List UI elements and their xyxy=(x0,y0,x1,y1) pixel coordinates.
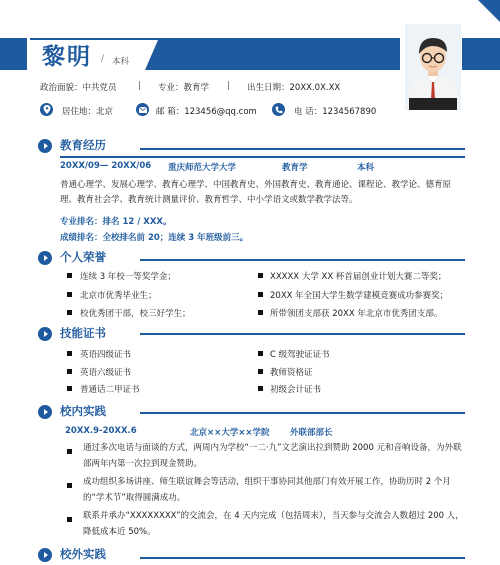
section-line xyxy=(140,148,465,150)
bullet xyxy=(67,369,72,374)
honor-item: 连续 3 年校一等奖学金； xyxy=(80,272,176,282)
bullet xyxy=(67,386,72,391)
avatar-illustration xyxy=(405,24,461,110)
education-period: 20XX/09— 20XX/06 xyxy=(60,161,152,171)
corner-triangle xyxy=(478,0,500,22)
bullet xyxy=(67,292,72,297)
bullet xyxy=(67,310,72,315)
section-arrow-icon xyxy=(38,139,52,153)
grade-rank: 成绩排名：全校排名前 20；连续 3 年班级前三。 xyxy=(60,233,249,243)
header-bar-left xyxy=(0,38,27,70)
location-icon xyxy=(40,103,53,116)
section-arrow-icon xyxy=(38,251,52,265)
phone-text[interactable]: 电 话：1234567890 xyxy=(294,107,377,117)
bullet xyxy=(258,292,263,297)
courses-line: 普通心理学、发展心理学、教育心理学、中国教育史、外国教育史、教育通论、课程论、教学论、德育原 xyxy=(60,180,452,190)
candidate-name: 黎明 xyxy=(42,43,92,70)
honor-item: 20XX 年全国大学生数学建模竞赛成功参赛奖； xyxy=(270,291,449,301)
section-divider xyxy=(60,156,465,158)
skill-item: 普通话二甲证书 xyxy=(80,385,140,395)
bullet xyxy=(258,310,263,315)
info-separator: | xyxy=(227,81,230,91)
skill-item: 初级会计证书 xyxy=(270,385,322,395)
section-arrow-icon xyxy=(38,405,52,419)
campus-detail-line: 联系并承办“XXXXXXXX”的交流会，在 4 天内完成（包括周末），当天参与交流会人数超过 200 人， xyxy=(83,511,464,521)
skills-title: 技能证书 xyxy=(60,326,106,340)
campus-position: 外联部部长 xyxy=(290,428,333,438)
major-info: 专业：教育学 xyxy=(158,83,210,93)
education-school: 重庆师范大学大学 xyxy=(168,163,237,173)
campus-detail-line: 部两年内第一次拉到现金赞助。 xyxy=(83,459,203,469)
skill-item: 教师资格证 xyxy=(270,368,313,378)
birth-date: 出生日期：20XX.0X.XX xyxy=(247,83,341,93)
honor-item: 北京市优秀毕业生； xyxy=(80,291,157,301)
section-line xyxy=(140,333,465,335)
skill-item: 英语六级证书 xyxy=(80,368,132,378)
bullet xyxy=(258,386,263,391)
info-separator: | xyxy=(138,81,141,91)
honor-item: 所带领团支部获 20XX 年北京市优秀团支部。 xyxy=(270,309,443,319)
section-line xyxy=(140,412,465,414)
campus-detail-line: 的“学术节”取得圆满成功。 xyxy=(83,493,186,503)
bullet xyxy=(67,517,72,522)
campus-detail-line: 降低成本近 50%。 xyxy=(83,527,156,537)
phone-icon xyxy=(272,103,285,116)
political-status: 政治面貌：中共党员 xyxy=(40,83,117,93)
honor-item: 校优秀团干部，校三好学生； xyxy=(80,309,191,319)
skill-item: C 级驾驶证证书 xyxy=(270,350,330,360)
section-arrow-icon xyxy=(38,548,52,562)
outside-title: 校外实践 xyxy=(60,547,106,561)
section-arrow-icon xyxy=(38,327,52,341)
education-title: 教育经历 xyxy=(60,138,106,152)
campus-org: 北京××大学××学院 xyxy=(190,428,270,438)
bullet xyxy=(67,449,72,454)
bullet xyxy=(258,273,263,278)
campus-period: 20XX.9-20XX.6 xyxy=(65,426,137,436)
bullet xyxy=(67,483,72,488)
header-bar-right xyxy=(462,38,500,70)
education-major: 教育学 xyxy=(282,163,308,173)
email-icon xyxy=(136,103,149,116)
major-rank: 专业排名：排名 12 / XXX。 xyxy=(60,217,172,227)
honor-item: XXXXX 大学 XX 杯首届创业计划大赛二等奖； xyxy=(270,272,447,282)
name-separator: / xyxy=(101,54,105,64)
skill-item: 英语四级证书 xyxy=(80,350,132,360)
bullet xyxy=(67,351,72,356)
courses-line: 理、教育社会学、教育统计测量评价、教育哲学、中小学语文或数学教学法等。 xyxy=(60,195,358,205)
bullet xyxy=(258,351,263,356)
education-degree: 本科 xyxy=(357,163,375,173)
honors-title: 个人荣誉 xyxy=(60,250,106,264)
email-text[interactable]: 邮 箱：123456@qq.com xyxy=(156,107,257,117)
location-text: 居住地：北京 xyxy=(62,107,114,117)
campus-detail-line: 成功组织多场讲座、师生联谊舞会等活动，组织干事协同其他部门有效开展工作，协助历时 2 个月 xyxy=(83,477,451,487)
section-line xyxy=(140,557,465,559)
section-line xyxy=(140,259,465,261)
education-level: 本科 xyxy=(112,57,130,67)
campus-title: 校内实践 xyxy=(60,404,106,418)
campus-detail-line: 通过多次电话与面谈的方式，两周内为学校“一二·九”文艺演出拉到赞助 2000 元和音响设备，为外联 xyxy=(83,443,462,453)
bullet xyxy=(258,369,263,374)
bullet xyxy=(67,273,72,278)
profile-photo xyxy=(405,24,461,110)
